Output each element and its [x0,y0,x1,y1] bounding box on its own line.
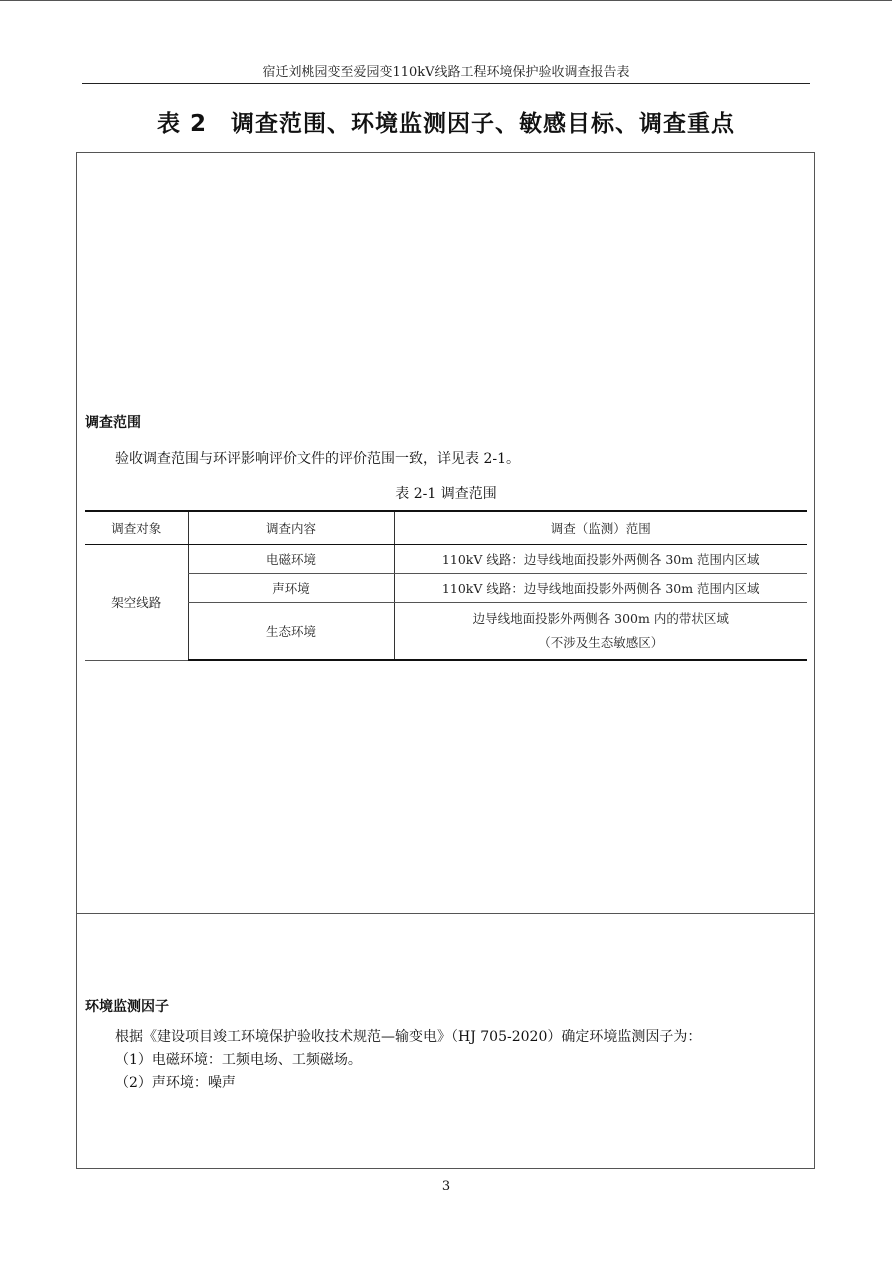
top-border-line [0,0,892,1]
table-header-row [85,511,807,544]
survey-content-cell: 生态环境 [188,602,394,660]
monitoring-factor-item: （2）声环境：噪声 [115,1075,236,1091]
monitoring-factors-heading: 环境监测因子 [85,999,169,1015]
survey-content-cell: 电磁环境 [188,544,394,573]
survey-scope-heading: 调查范围 [85,415,141,431]
header-survey-range: 调查（监测）范围 [394,511,807,544]
survey-scope-paragraph: 验收调查范围与环评影响评价文件的评价范围一致，详见表 2-1。 [115,451,520,467]
table-caption: 表 2-1 调查范围 [395,486,497,502]
survey-range-cell: 110kV 线路：边导线地面投影外两侧各 30m 范围内区域 [394,573,807,602]
survey-range-cell: 110kV 线路：边导线地面投影外两侧各 30m 范围内区域 [394,544,807,573]
header-rule [82,83,810,84]
table-row [85,573,807,602]
survey-range-cell [394,602,807,660]
survey-range-line: 边导线地面投影外两侧各 300m 内的带状区域 [472,610,729,626]
running-header: 宿迁刘桃园变至爱园变110kV线路工程环境保护验收调查报告表 [262,65,630,80]
page-number: 3 [441,1179,451,1194]
survey-scope-table [85,510,807,661]
table-row [85,544,807,573]
survey-content-cell: 声环境 [188,573,394,602]
monitoring-factors-paragraph: 根据《建设项目竣工环境保护验收技术规范—输变电》（HJ 705-2020）确定环境监测因子为： [115,1029,702,1045]
section-title: 表 2 调查范围、环境监测因子、敏感目标、调查重点 [156,111,735,137]
monitoring-factor-item: （1）电磁环境：工频电场、工频磁场。 [115,1052,362,1068]
survey-range-note: （不涉及生态敏感区） [538,634,664,650]
header-survey-object: 调查对象 [85,511,188,544]
survey-object-cell: 架空线路 [85,544,188,660]
table-row [85,602,807,660]
header-survey-content: 调查内容 [188,511,394,544]
frame-divider [76,913,815,914]
